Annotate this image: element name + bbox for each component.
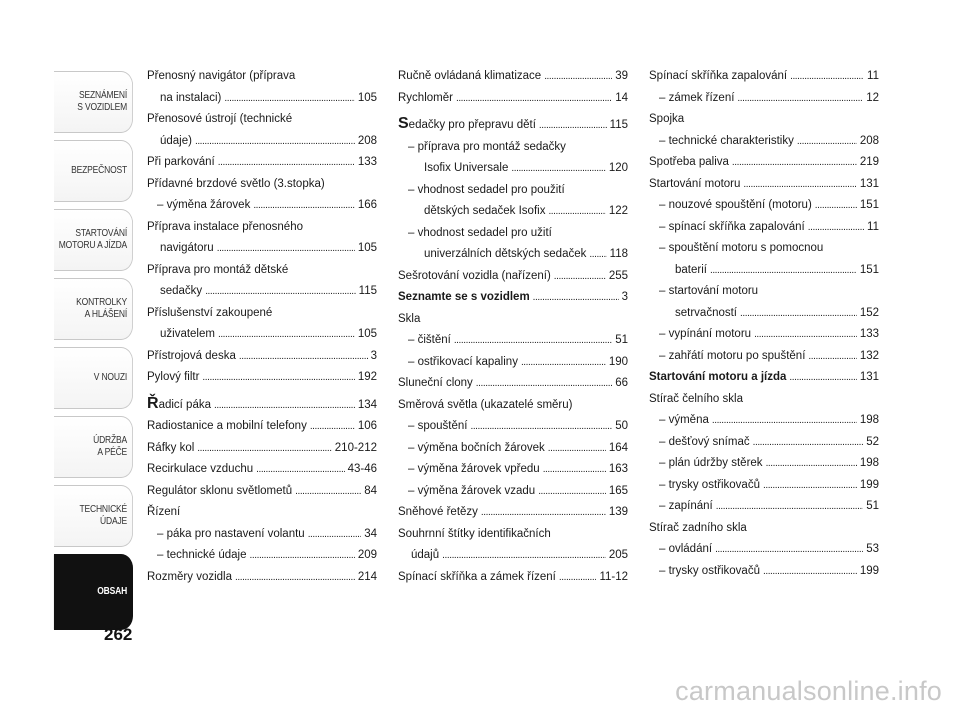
- dot-leader: [454, 330, 612, 352]
- chapter-tab[interactable]: BEZPEČNOST: [54, 140, 133, 202]
- page-reference[interactable]: 214: [357, 570, 377, 583]
- page-reference[interactable]: 11: [867, 220, 879, 233]
- index-entry: [398, 438, 628, 460]
- index-entry-label: uživatelem: [160, 328, 215, 340]
- page-reference[interactable]: 39: [615, 70, 628, 82]
- page-reference[interactable]: 120: [608, 162, 628, 174]
- index-entry: [147, 459, 377, 481]
- index-entry-label: Při parkování: [147, 156, 215, 168]
- dot-leader: [815, 195, 857, 217]
- index-entry: [649, 109, 879, 131]
- index-entry-label: Stírač čelního skla: [649, 392, 743, 405]
- page-reference[interactable]: 53: [866, 543, 879, 555]
- index-entry-label: – trysky ostřikovačů: [659, 564, 760, 577]
- index-entry-label: Spotřeba paliva: [649, 156, 729, 168]
- index-entry: [649, 174, 879, 196]
- index-entry-label: – dešťový snímač: [659, 435, 750, 448]
- index-entry: [398, 309, 628, 331]
- index-entry-label: navigátoru: [160, 242, 214, 254]
- page-reference[interactable]: 3: [621, 291, 628, 303]
- page-reference[interactable]: 198: [859, 457, 879, 469]
- dot-leader: [538, 481, 606, 503]
- index-entry-label: sedačky: [160, 285, 203, 297]
- index-entry: [398, 567, 628, 589]
- page-reference[interactable]: 14: [615, 91, 628, 104]
- dot-leader: [763, 475, 857, 497]
- chapter-tab[interactable]: KONTROLKY A HLÁŠENÍ: [54, 278, 133, 340]
- index-entry: [398, 66, 628, 88]
- dot-leader: [217, 238, 355, 260]
- index-entry: [398, 352, 628, 374]
- index-entry: [649, 260, 879, 282]
- dot-leader: [548, 438, 606, 460]
- index-entry: [398, 223, 628, 245]
- dot-leader: [808, 217, 864, 239]
- index-entry: [398, 244, 628, 266]
- index-entry: [147, 174, 377, 196]
- index-entry-label: Ručně ovládaná klimatizace: [398, 70, 542, 82]
- dot-leader: [737, 88, 863, 110]
- dot-leader: [310, 416, 355, 438]
- index-entry-label: setrvačností: [675, 306, 737, 319]
- page-reference[interactable]: 255: [608, 269, 628, 282]
- index-entry-label: – technické údaje: [157, 549, 247, 561]
- dot-leader: [239, 346, 368, 368]
- index-entry-label: údaje): [160, 134, 192, 147]
- index-entry-label: Spojka: [649, 113, 685, 125]
- index-entry: [147, 131, 377, 153]
- index-entry-label: – technické charakteristiky: [659, 134, 794, 147]
- page-reference[interactable]: 106: [357, 420, 377, 432]
- page-reference[interactable]: 199: [859, 564, 879, 577]
- dot-leader: [456, 88, 612, 110]
- index-entry: [649, 303, 879, 325]
- page-reference[interactable]: 66: [615, 377, 628, 389]
- index-entry-label: – zahřátí motoru po spuštění: [659, 349, 806, 362]
- index-entry-label: Příslušenství zakoupené: [147, 306, 273, 319]
- index-entry-label: – ovládání: [659, 543, 713, 555]
- index-entry-label: Sešrotování vozidla (nařízení): [398, 269, 551, 282]
- page-reference[interactable]: 43-46: [347, 463, 377, 475]
- index-entry-label: – vypínání motoru: [659, 328, 752, 340]
- dot-leader: [224, 88, 354, 110]
- index-entry-text: edačky pro přepravu dětí: [408, 119, 536, 131]
- index-entry: [649, 518, 879, 540]
- page-reference[interactable]: 164: [608, 441, 628, 454]
- page-reference[interactable]: 209: [357, 549, 377, 561]
- index-entry-label: – výměna žárovek: [157, 199, 251, 211]
- index-entry-label: údajů: [411, 549, 440, 561]
- index-entry: [398, 395, 628, 417]
- index-entry: [649, 195, 879, 217]
- dot-leader: [521, 352, 606, 374]
- chapter-sidebar: [40, 71, 133, 637]
- chapter-tab[interactable]: OBSAH: [54, 554, 133, 630]
- index-column-1: [147, 66, 377, 588]
- index-entry: [147, 324, 377, 346]
- chapter-tab[interactable]: STARTOVÁNÍ MOTORU A JÍZDA: [54, 209, 133, 271]
- dot-leader: [712, 410, 857, 432]
- index-entry: [649, 152, 879, 174]
- index-column-3: [649, 66, 879, 582]
- dot-leader: [533, 287, 619, 309]
- index-entry-label: Spínací skříňka zapalování: [649, 70, 788, 82]
- index-entry-label: Startování motoru a jízda: [649, 371, 787, 383]
- index-entry: [147, 393, 377, 417]
- page-reference[interactable]: 152: [859, 306, 879, 319]
- index-entry-label: Ráfky kol: [147, 441, 195, 454]
- index-entry-label: – spínací skříňka zapalování: [659, 220, 805, 233]
- index-entry: [649, 453, 879, 475]
- index-entry-label: Příprava instalace přenosného: [147, 220, 303, 233]
- index-entry-label: na instalaci): [160, 91, 222, 104]
- index-entry: [649, 410, 879, 432]
- dot-leader: [442, 545, 606, 567]
- dot-leader: [716, 496, 863, 518]
- dot-leader: [218, 152, 355, 174]
- dot-leader: [543, 459, 606, 481]
- index-entry: [398, 481, 628, 503]
- index-entry: [649, 66, 879, 88]
- dot-leader: [589, 244, 606, 266]
- page-reference[interactable]: 208: [859, 134, 879, 147]
- index-entry: [147, 66, 377, 88]
- index-entry: [147, 303, 377, 325]
- dot-leader: [202, 367, 354, 389]
- watermark: carmanualsonline.info: [675, 676, 942, 706]
- dot-leader: [544, 66, 612, 88]
- index-entry: [147, 346, 377, 368]
- index-entry: [147, 567, 377, 589]
- dot-leader: [476, 373, 612, 395]
- chapter-tab[interactable]: SEZNÁMENÍ S VOZIDLEM: [54, 71, 133, 133]
- index-entry-label: – zapínání: [659, 500, 713, 512]
- index-entry-label: – spouštění: [408, 420, 468, 432]
- index-entry: [398, 330, 628, 352]
- index-entry-label: – zámek řízení: [659, 91, 735, 104]
- index-entry-label: Seznamte se s vozidlem: [398, 291, 530, 303]
- index-entry-label: Stírač zadního skla: [649, 521, 747, 534]
- index-entry-label: – čištění: [408, 334, 451, 346]
- dot-leader: [732, 152, 857, 174]
- index-entry-label: – páka pro nastavení volantu: [157, 527, 305, 540]
- index-entry: [398, 502, 628, 524]
- page-reference[interactable]: 192: [357, 371, 377, 383]
- index-entry-label: dětských sedaček Isofix: [424, 205, 546, 217]
- index-entry-text: adicí páka: [158, 398, 211, 411]
- dot-leader: [470, 416, 612, 438]
- index-entry-label: – plán údržby stěrek: [659, 457, 763, 469]
- dot-leader: [256, 459, 344, 481]
- page-reference[interactable]: 133: [859, 328, 879, 340]
- index-entry-label: – výměna žárovek vpředu: [408, 463, 540, 475]
- page-number: 262: [104, 625, 133, 644]
- index-entry-label: – nouzové spouštění (motoru): [659, 199, 812, 211]
- index-entry-label: – spouštění motoru s pomocnou: [659, 242, 824, 254]
- index-entry: [649, 475, 879, 497]
- page-reference[interactable]: 105: [357, 242, 377, 254]
- index-entry-label: Startování motoru: [649, 177, 741, 190]
- page-reference[interactable]: 122: [608, 205, 628, 217]
- index-entry: [398, 113, 628, 137]
- index-entry-label: – vhodnost sedadel pro použití: [408, 183, 565, 196]
- index-entry-label: Přídavné brzdové světlo (3.stopka): [147, 177, 325, 190]
- dot-leader: [295, 481, 361, 503]
- index-entry: [398, 266, 628, 288]
- index-entry: [398, 158, 628, 180]
- index-entry-label: Přenosové ústrojí (technické: [147, 113, 293, 125]
- index-entry-label: Řízení: [147, 506, 181, 518]
- index-entry: [147, 195, 377, 217]
- page-reference[interactable]: 190: [608, 355, 628, 368]
- index-entry: [147, 438, 377, 460]
- dot-leader: [250, 545, 355, 567]
- index-entry-label: Směrová světla (ukazatelé směru): [398, 398, 573, 411]
- page-reference[interactable]: 84: [364, 484, 377, 497]
- index-entry: [649, 281, 879, 303]
- dot-leader: [715, 539, 863, 561]
- index-entry: [147, 524, 377, 546]
- dot-leader: [481, 502, 606, 524]
- index-entry: [147, 545, 377, 567]
- index-entry: [649, 131, 879, 153]
- index-entry: [649, 389, 879, 411]
- index-entry: [398, 137, 628, 159]
- index-entry-label: [398, 113, 536, 137]
- index-entry: [398, 287, 628, 309]
- chapter-tab[interactable]: ÚDRŽBA A PÉČE: [54, 416, 133, 478]
- page-reference[interactable]: 132: [859, 349, 879, 362]
- page-reference[interactable]: 131: [859, 177, 879, 190]
- dot-leader: [790, 66, 864, 88]
- index-entry: [147, 281, 377, 303]
- index-entry: [398, 416, 628, 438]
- dot-leader: [743, 174, 856, 196]
- index-entry-label: – příprava pro montáž sedačky: [408, 140, 566, 153]
- index-entry: [398, 373, 628, 395]
- index-entry: [398, 88, 628, 110]
- page-reference[interactable]: 52: [866, 435, 879, 448]
- page-reference[interactable]: 51: [866, 500, 879, 512]
- page-reference[interactable]: 115: [609, 119, 628, 131]
- index-entry: [649, 217, 879, 239]
- chapter-tab[interactable]: V NOUZI: [54, 347, 133, 409]
- index-entry: [147, 109, 377, 131]
- index-entry: [649, 238, 879, 260]
- index-entry-label: – výměna žárovek vzadu: [408, 484, 536, 497]
- page-reference[interactable]: 151: [859, 263, 879, 276]
- index-entry: [398, 545, 628, 567]
- index-entry: [649, 496, 879, 518]
- dot-leader: [218, 324, 355, 346]
- index-column-2: [398, 66, 628, 588]
- page-reference[interactable]: 105: [357, 328, 377, 340]
- dot-leader: [559, 567, 597, 589]
- page-reference[interactable]: 133: [357, 156, 377, 168]
- index-entry-label: univerzálních dětských sedaček: [424, 248, 587, 260]
- index-entry-label: Rychloměr: [398, 91, 453, 104]
- page-reference[interactable]: 105: [357, 91, 377, 104]
- index-entry-label: – startování motoru: [659, 285, 759, 297]
- index-entry: [398, 180, 628, 202]
- index-letter: Ř: [147, 394, 159, 412]
- dot-leader: [214, 395, 355, 417]
- index-entry-label: Recirkulace vzduchu: [147, 463, 254, 475]
- page-reference[interactable]: 12: [866, 91, 879, 104]
- dot-leader: [754, 324, 857, 346]
- index-entry-label: – výměna bočních žárovek: [408, 441, 545, 454]
- page-reference[interactable]: 208: [357, 134, 377, 147]
- dot-leader: [808, 346, 856, 368]
- index-entry-label: – výměna: [659, 414, 709, 426]
- page-reference[interactable]: 198: [859, 414, 879, 426]
- page-reference[interactable]: 199: [859, 478, 879, 491]
- page-reference[interactable]: 118: [609, 248, 628, 260]
- dot-leader: [253, 195, 354, 217]
- dot-leader: [797, 131, 857, 153]
- index-entry: [649, 539, 879, 561]
- dot-leader: [554, 266, 606, 288]
- dot-leader: [763, 561, 857, 583]
- index-entry: [147, 502, 377, 524]
- page-reference[interactable]: 151: [859, 199, 879, 211]
- index-entry-label: Pylový filtr: [147, 371, 200, 383]
- page-reference[interactable]: 11-12: [599, 570, 628, 583]
- page-reference[interactable]: 139: [608, 506, 628, 518]
- index-entry: [649, 88, 879, 110]
- index-entry: [147, 238, 377, 260]
- index-entry-label: Přístrojová deska: [147, 349, 236, 362]
- dot-leader: [548, 201, 605, 223]
- index-letter: S: [398, 115, 409, 132]
- index-entry-label: Regulátor sklonu světlometů: [147, 484, 293, 497]
- page-reference[interactable]: 11: [867, 70, 879, 82]
- dot-leader: [753, 432, 864, 454]
- index-entry-label: – vhodnost sedadel pro užití: [408, 226, 552, 239]
- dot-leader: [710, 260, 857, 282]
- dot-leader: [235, 567, 355, 589]
- index-entry-label: Isofix Universale: [424, 162, 509, 174]
- index-entry: [649, 432, 879, 454]
- index-entry-label: – ostřikovací kapaliny: [408, 355, 518, 368]
- index-entry: [398, 459, 628, 481]
- index-entry-label: Skla: [398, 312, 421, 325]
- dot-leader: [766, 453, 857, 475]
- page-reference[interactable]: 163: [608, 463, 628, 475]
- index-entry-label: Příprava pro montáž dětské: [147, 263, 289, 276]
- dot-leader: [740, 303, 857, 325]
- index-entry-label: Sluneční clony: [398, 377, 473, 389]
- page-reference[interactable]: 166: [357, 199, 377, 211]
- index-entry: [649, 346, 879, 368]
- index-entry-label: Spínací skříňka a zámek řízení: [398, 570, 556, 583]
- dot-leader: [539, 115, 607, 137]
- page-reference[interactable]: 131: [859, 371, 879, 383]
- page-reference[interactable]: 50: [615, 420, 628, 432]
- page-reference[interactable]: 34: [364, 527, 377, 540]
- page-reference[interactable]: 115: [358, 285, 377, 297]
- index-entry: [147, 152, 377, 174]
- index-entry: [147, 416, 377, 438]
- dot-leader: [205, 281, 355, 303]
- page-reference[interactable]: 3: [370, 349, 377, 362]
- index-entry-label: [147, 393, 211, 417]
- chapter-tab[interactable]: TECHNICKÉ ÚDAJE: [54, 485, 133, 547]
- index-entry: [649, 324, 879, 346]
- index-entry-label: baterií: [675, 263, 707, 276]
- page-reference[interactable]: 219: [859, 156, 879, 168]
- page-reference[interactable]: 205: [608, 549, 628, 561]
- index-entry-label: Radiostanice a mobilní telefony: [147, 420, 307, 432]
- index-entry-label: Souhrnní štítky identifikačních: [398, 527, 551, 540]
- index-entry-label: – trysky ostřikovačů: [659, 478, 760, 491]
- dot-leader: [197, 438, 331, 460]
- index-entry: [147, 481, 377, 503]
- index-entry: [398, 524, 628, 546]
- index-entry: [649, 367, 879, 389]
- page-reference[interactable]: 210-212: [334, 441, 377, 454]
- index-entry: [147, 217, 377, 239]
- page-reference[interactable]: 134: [357, 398, 377, 411]
- index-entry: [649, 561, 879, 583]
- page-reference[interactable]: 51: [615, 334, 628, 346]
- page-reference[interactable]: 165: [608, 484, 628, 497]
- index-entry: [398, 201, 628, 223]
- index-entry: [147, 367, 377, 389]
- dot-leader: [511, 158, 605, 180]
- dot-leader: [789, 367, 856, 389]
- index-entry-label: Sněhové řetězy: [398, 506, 478, 518]
- index-entry: [147, 260, 377, 282]
- index-entry: [147, 88, 377, 110]
- dot-leader: [308, 524, 362, 546]
- dot-leader: [195, 131, 355, 153]
- index-entry-label: Přenosný navigátor (příprava: [147, 70, 296, 82]
- index-entry-label: Rozměry vozidla: [147, 570, 232, 583]
